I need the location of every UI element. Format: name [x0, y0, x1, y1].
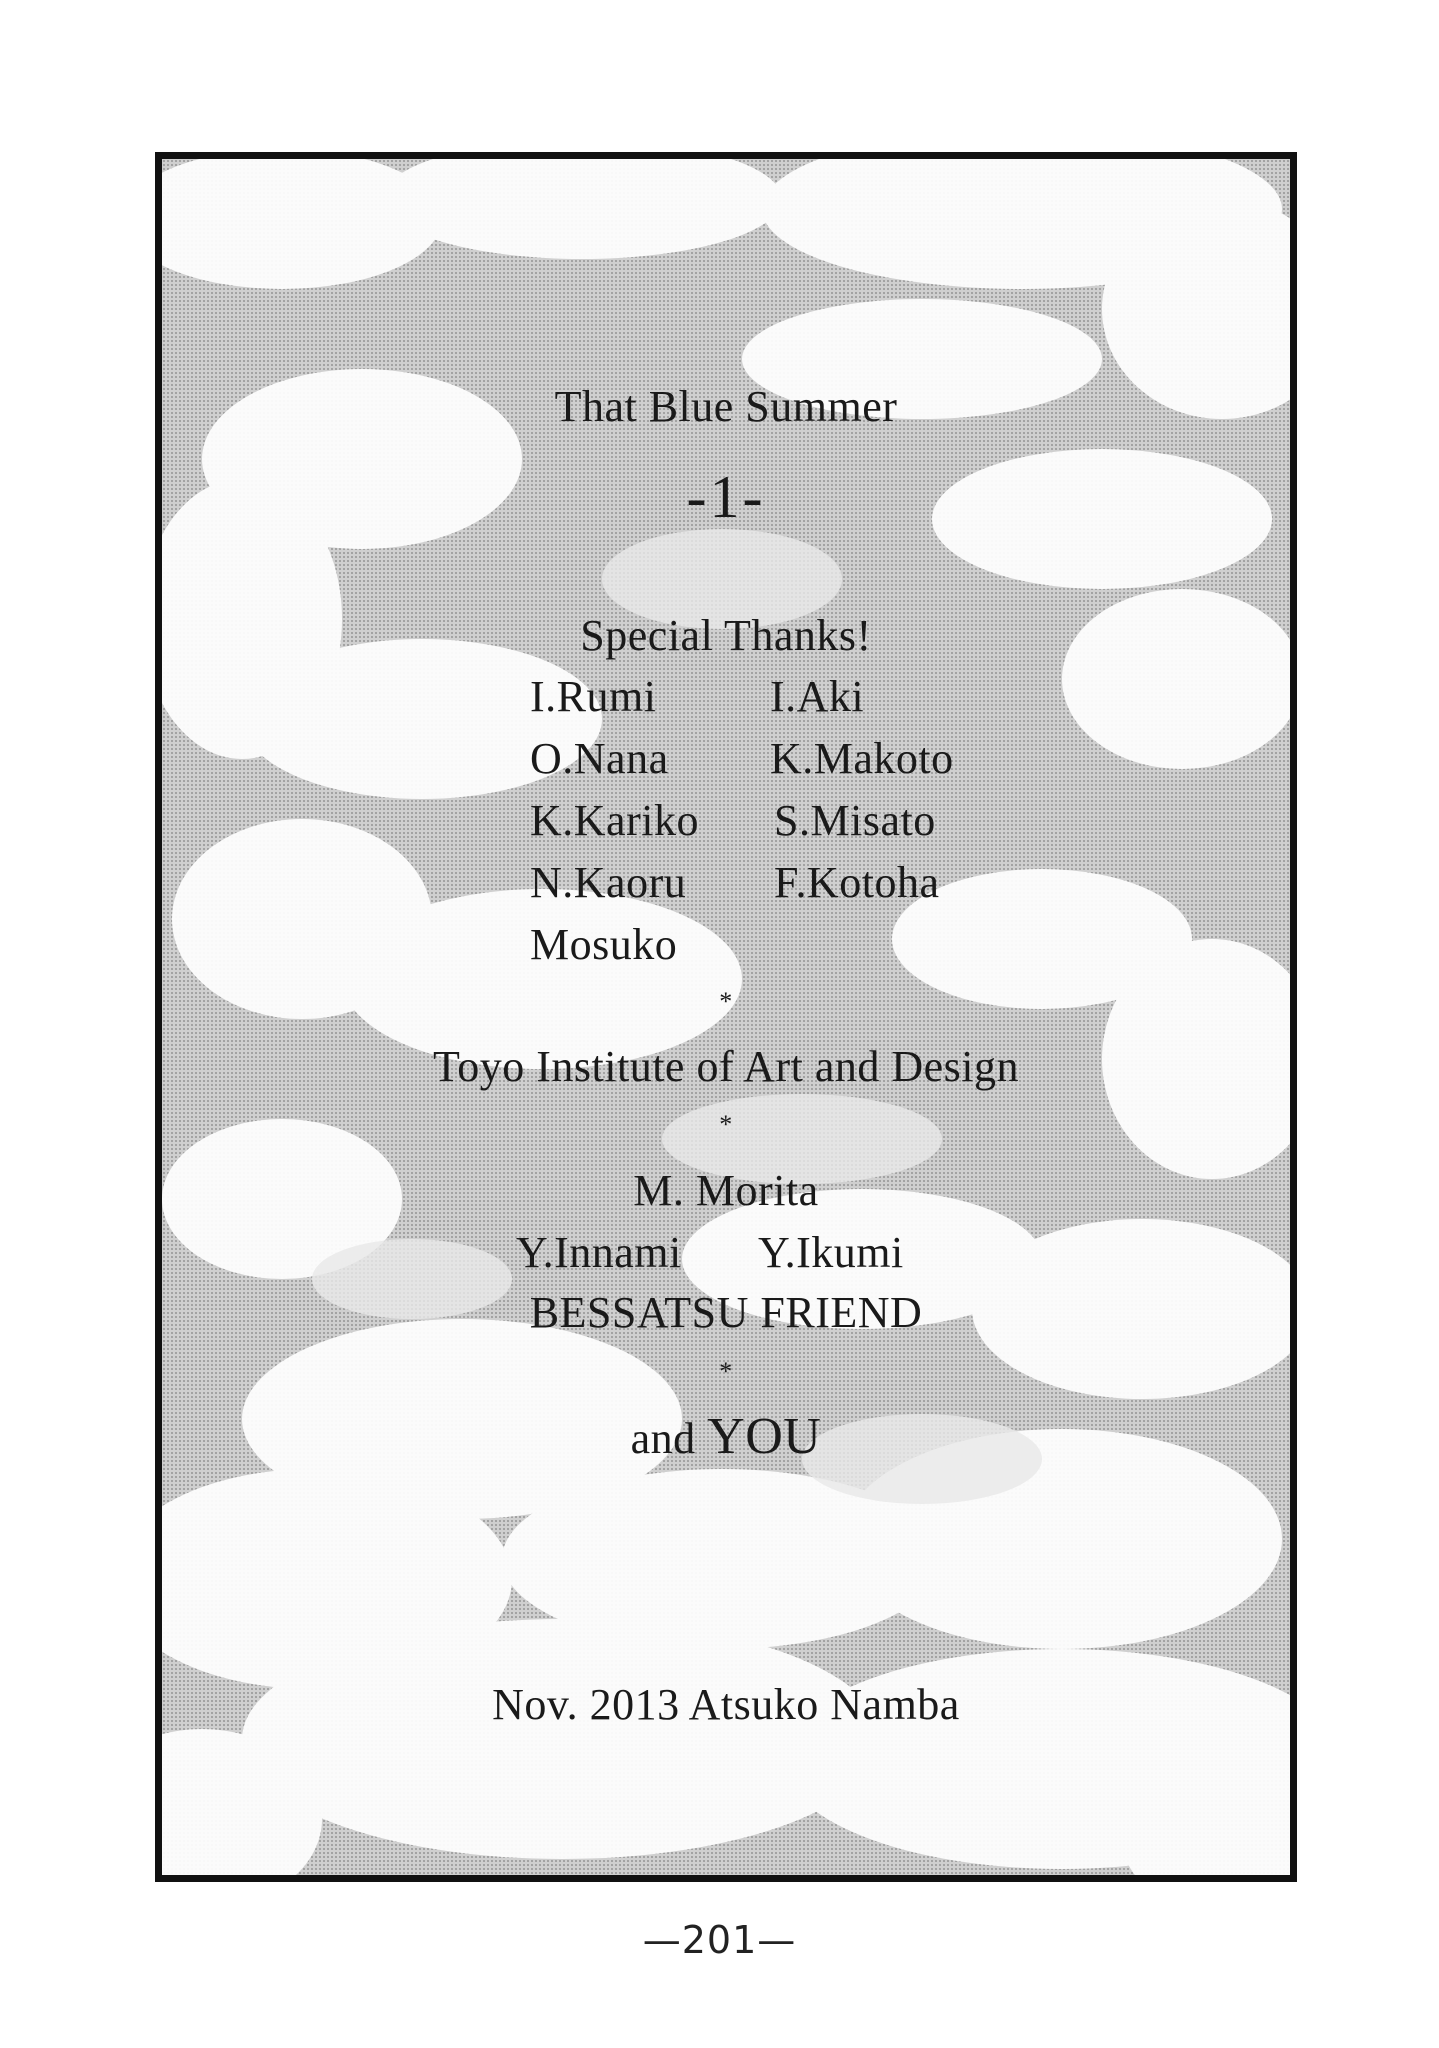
special-thanks-heading: Special Thanks!: [580, 611, 872, 660]
institute-name: Toyo Institute of Art and Design: [432, 1042, 1020, 1091]
thanks-name: F.Kotoha: [774, 858, 940, 907]
thanks-name: O.Nana: [530, 734, 669, 783]
separator-star: *: [719, 1357, 733, 1386]
closing-you: YOU: [707, 1408, 822, 1465]
closing-line: [162, 1408, 1290, 1465]
credits-text: [162, 159, 1290, 1875]
editor-name: Y.Ikumi: [758, 1228, 904, 1277]
closing-and: and: [630, 1414, 696, 1463]
thanks-name: S.Misato: [774, 796, 936, 845]
thanks-name: K.Kariko: [530, 796, 699, 845]
thanks-name: Mosuko: [530, 920, 678, 969]
afterword-panel: [155, 152, 1297, 1882]
separator-star: *: [719, 987, 733, 1016]
volume-number: -1-: [686, 464, 766, 530]
series-title: That Blue Summer: [554, 382, 898, 431]
separator-star: *: [719, 1110, 733, 1139]
author-signature: Nov. 2013 Atsuko Namba: [492, 1680, 960, 1729]
page-number: —201—: [642, 1918, 797, 1962]
editor-name: M. Morita: [633, 1166, 819, 1215]
magazine-name: BESSATSU FRIEND: [529, 1288, 923, 1337]
thanks-name: K.Makoto: [770, 734, 954, 783]
thanks-name: N.Kaoru: [530, 858, 687, 907]
thanks-name: I.Aki: [770, 672, 865, 721]
thanks-name: I.Rumi: [530, 672, 657, 721]
editor-name: Y.Innami: [516, 1228, 682, 1277]
